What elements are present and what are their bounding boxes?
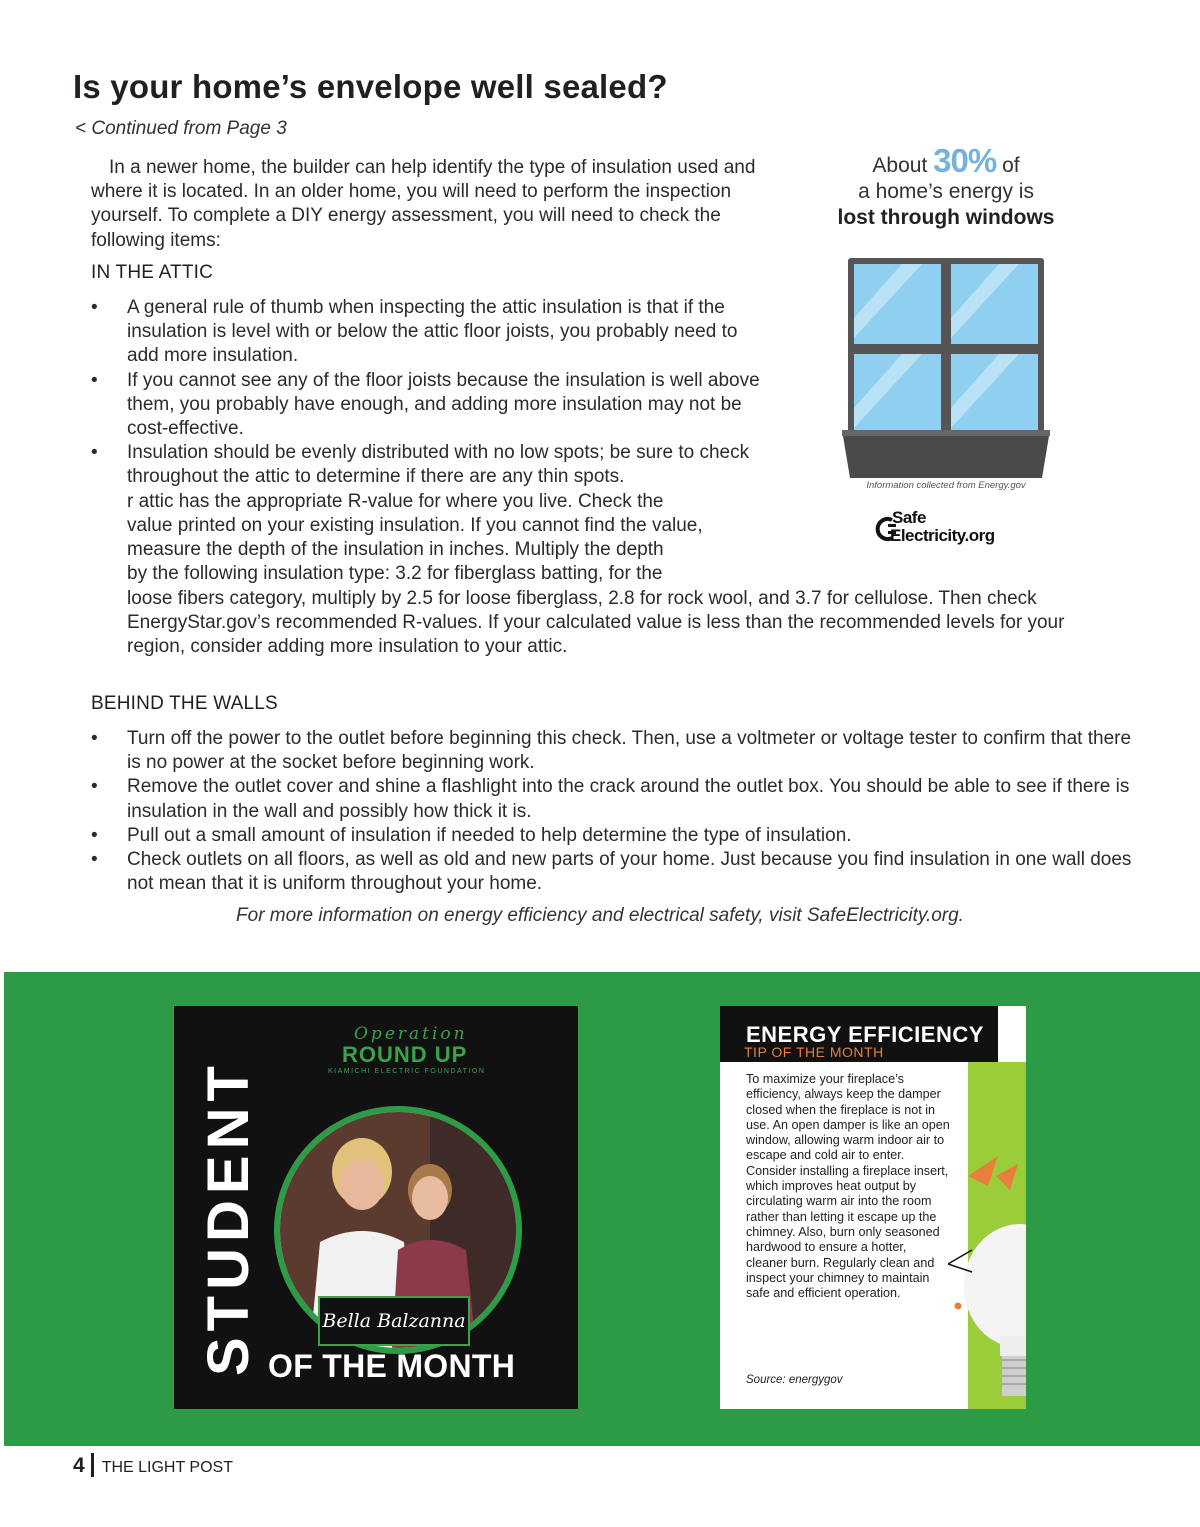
list-item [91, 824, 1136, 848]
walls-item-text: Pull out a small amount of insulation if needed to help determine the type of insulation. [127, 824, 852, 846]
bullet-icon: • [91, 728, 98, 749]
bullet-icon: • [91, 824, 98, 846]
attic-wide-line: loose fibers category, multiply by 2.5 for loose fiberglass, 2.8 for rock wool, and 3.7 for cellulose. Then check [127, 588, 1037, 609]
walls-item-text: Remove the outlet cover and shine a flashlight into the crack around the outlet box. You should be able to see if there is insulation in the wall and possibly how thick it is. [127, 776, 1130, 822]
page-number: 4 [73, 1454, 85, 1477]
article-headline: Is your home’s envelope well sealed? [73, 68, 668, 105]
stat-line-3: lost through windows [837, 206, 1055, 229]
attic-cont-line: measure the depth of the insulation in inches. Multiply the depth [127, 539, 664, 561]
safe-electricity-logo [874, 508, 1034, 550]
attic-heading: IN THE ATTIC [91, 262, 214, 283]
student-name: Bella Balzanna [322, 1310, 466, 1332]
tip-body: To maximize your fireplace’s efficiency, always keep the damper closed when the fireplace is not in use. An open damper is like an open window, allowing warm indoor air to escape and cold air to enter. Consider installing a fireplace insert, which improves heat output by circulating warm air into the room rather than letting it escape up the chimney. Also, burn only seasoned hardwood to ensure a hotter, cleaner burn. Regularly clean and inspect your chimney to maintain safe and efficient operation. [746, 1072, 950, 1301]
attic-item-text: Insulation should be evenly distributed with no low spots; be sure to check throughout the attic to determine if there are any thin spots. [127, 442, 750, 488]
stat-block [812, 142, 1080, 231]
list-item-continued [91, 538, 761, 562]
logo-line-2: Electricity.org [890, 526, 995, 545]
walls-heading: BEHIND THE WALLS [91, 693, 278, 714]
program-title: ROUND UP [342, 1042, 468, 1067]
bullet-icon: • [91, 849, 98, 871]
tip-source: Source: energygov [746, 1374, 843, 1386]
window-icon [842, 258, 1082, 480]
walls-item-text: Check outlets on all floors, as well as old and new parts of your home. Just because you find insulation in one wall does not mean that it is uniform throughout your home. [127, 849, 1132, 895]
intro-paragraph: In a newer home, the builder can help identify the type of insulation used and where it is located. In an older home, you will need to perform the inspection yourself. To complete a DIY energy assessment, you will need to check the following items: [91, 157, 756, 251]
attic-item-text: If you cannot see any of the floor joists because the insulation is well above them, you probably have enough, and adding more insulation may not be cost-effective. [127, 369, 760, 440]
infographic-source: Information collected from Energy.gov [866, 480, 1026, 491]
list-item [91, 369, 761, 442]
list-item [91, 441, 761, 489]
continued-from-link[interactable]: < Continued from Page 3 [75, 118, 287, 139]
tip-subtitle: TIP OF THE MONTH [744, 1044, 884, 1060]
walls-item-text: Turn off the power to the outlet before beginning this check. Then, use a voltmeter or voltage tester to confirm that there is no power at the socket before beginning work. [127, 728, 1132, 774]
stat-line-2: a home’s energy is [858, 180, 1034, 203]
of-the-month-title: OF THE MONTH [268, 1348, 516, 1384]
list-item [91, 775, 1136, 823]
attic-cont-line: by the following insulation type: 3.2 for fiberglass batting, for the [127, 563, 663, 585]
bullet-icon: • [91, 297, 98, 318]
footer-divider [91, 1453, 94, 1477]
program-script: Operation [354, 1024, 468, 1044]
list-item-continued [91, 562, 761, 586]
closing-note: For more information on energy efficiency and electrical safety, visit SafeElectricity.org. [236, 905, 964, 926]
tip-title: ENERGY EFFICIENCY [746, 1022, 984, 1047]
student-name-box [318, 1296, 470, 1346]
stat-suffix: of [1002, 154, 1020, 177]
bullet-icon: • [91, 776, 98, 798]
list-item [91, 296, 761, 369]
student-vertical-title [186, 1036, 266, 1386]
student-vertical-text: STUDENT [196, 1060, 261, 1376]
attic-cont-line: r attic has the appropriate R-value for where you live. Check the [127, 490, 664, 512]
windows-infographic [812, 142, 1080, 558]
stat-line-1 [812, 142, 1080, 179]
logo-line-1: Safe [892, 508, 926, 527]
tip-header [720, 1006, 998, 1062]
program-subtitle: KIAMICHI ELECTRIC FOUNDATION [328, 1068, 486, 1075]
stat-percent: 30% [933, 142, 997, 179]
bullet-icon: • [91, 442, 98, 464]
student-of-month-card [174, 1006, 578, 1409]
list-item-continued [91, 490, 761, 514]
publication-name: THE LIGHT POST [101, 1459, 233, 1476]
attic-wide-line: EnergyStar.gov’s recommended R-values. If your calculated value is less than the recommended levels for your [127, 612, 1065, 633]
bullet-icon: • [91, 369, 98, 391]
stat-prefix: About [872, 154, 928, 177]
page-footer [73, 1453, 233, 1478]
attic-list [91, 296, 761, 586]
attic-item-text: A general rule of thumb when inspecting the attic insulation is that if the insulation is level with or below the attic floor joists, you probably need to add more insulation. [127, 297, 738, 367]
lightbulb-icon [948, 1146, 1026, 1406]
attic-cont-line: value printed on your existing insulation. If you cannot find the value, [127, 514, 703, 536]
attic-wide-line: region, consider adding more insulation to your attic. [127, 636, 568, 657]
walls-list [91, 727, 1136, 896]
list-item [91, 727, 1136, 775]
list-item-continued [91, 514, 761, 538]
list-item [91, 848, 1136, 896]
energy-tip-card [720, 1006, 1026, 1409]
